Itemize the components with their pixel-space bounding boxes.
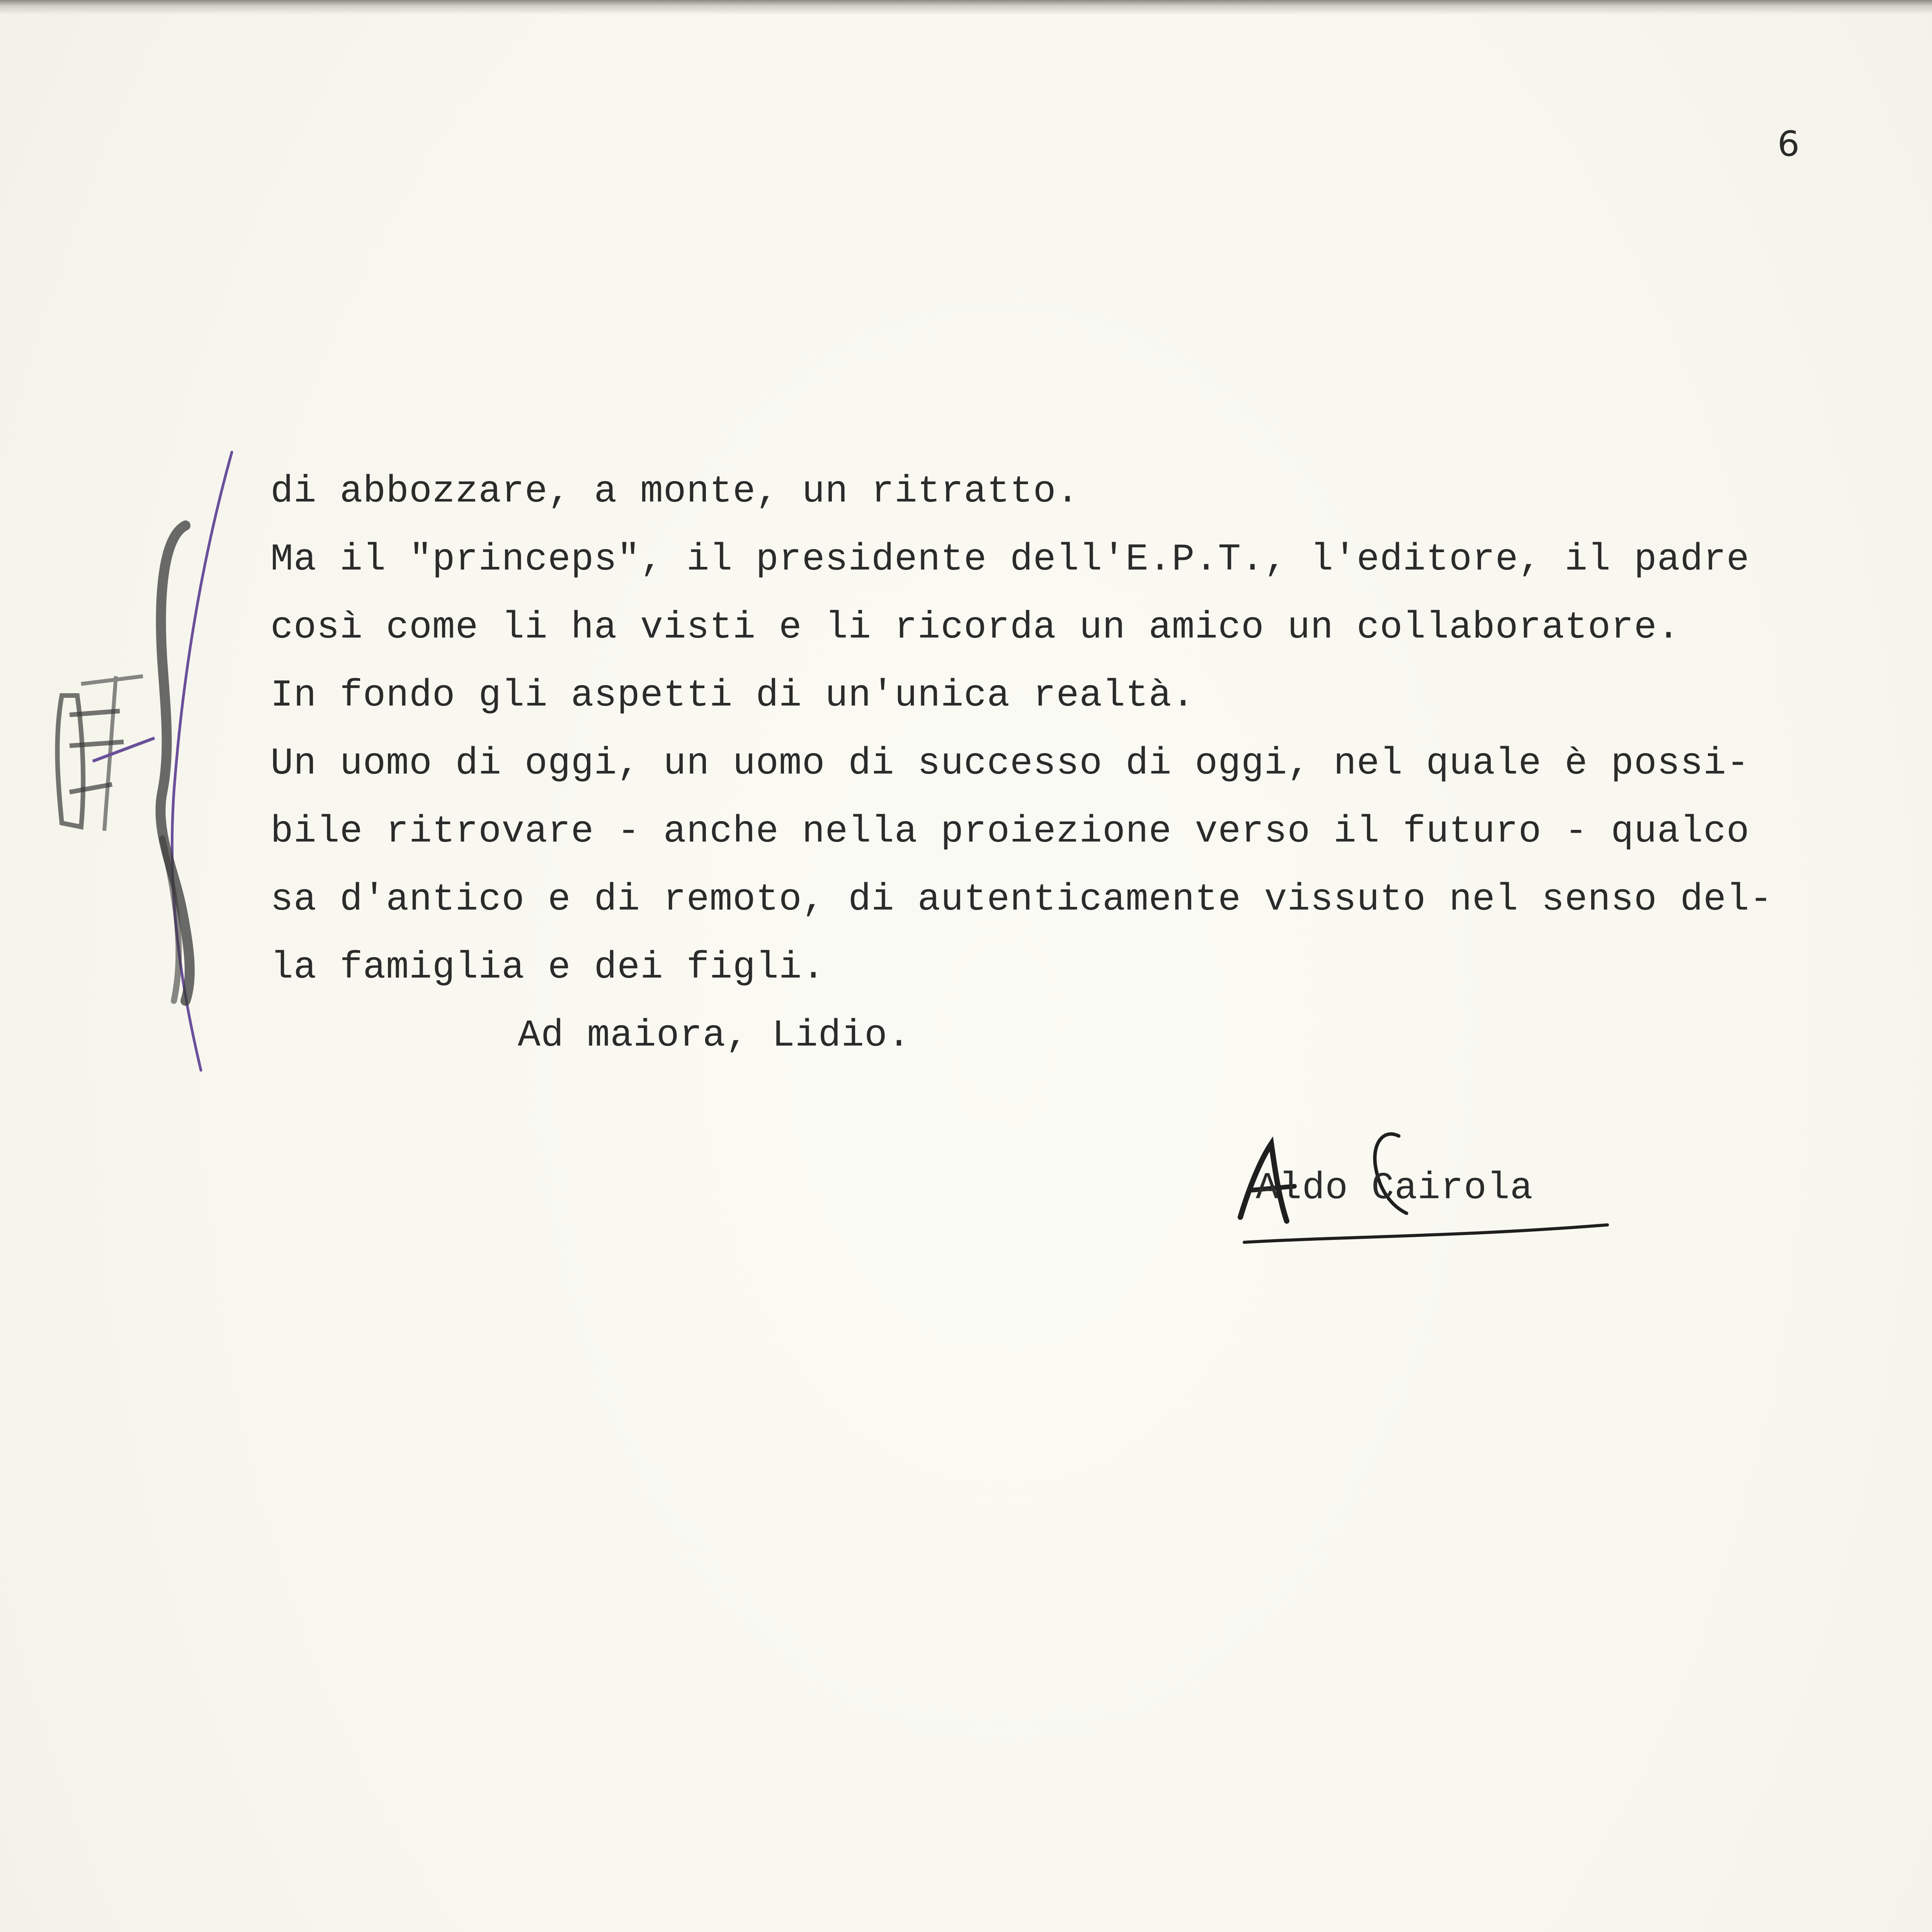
body-line: così come li ha visti e li ricorda un amico un collaboratore. — [270, 606, 1680, 649]
page-number: 6 — [1777, 124, 1800, 164]
closing-line: Ad maiora, Lidio. — [518, 1014, 911, 1057]
body-line: sa d'antico e di remoto, di autenticamente vissuto nel senso del- — [270, 878, 1773, 921]
body-line: Ma il "princeps", il presidente dell'E.P.T., l'editore, il padre — [270, 538, 1750, 581]
signature-name: Aldo Cairola — [1256, 1167, 1533, 1210]
body-line: bile ritrovare - anche nella proiezione verso il futuro - qualco — [270, 810, 1750, 853]
scan-top-shadow — [0, 0, 1932, 15]
body-line: la famiglia e dei figli. — [270, 946, 825, 989]
body-line: In fondo gli aspetti di un'unica realtà. — [270, 674, 1195, 717]
body-line: di abbozzare, a monte, un ritratto. — [270, 470, 1080, 513]
letter-body — [270, 458, 1816, 1070]
body-line: Un uomo di oggi, un uomo di successo di oggi, nel quale è possi- — [270, 742, 1750, 785]
margin-annotation-mark — [46, 444, 247, 1101]
